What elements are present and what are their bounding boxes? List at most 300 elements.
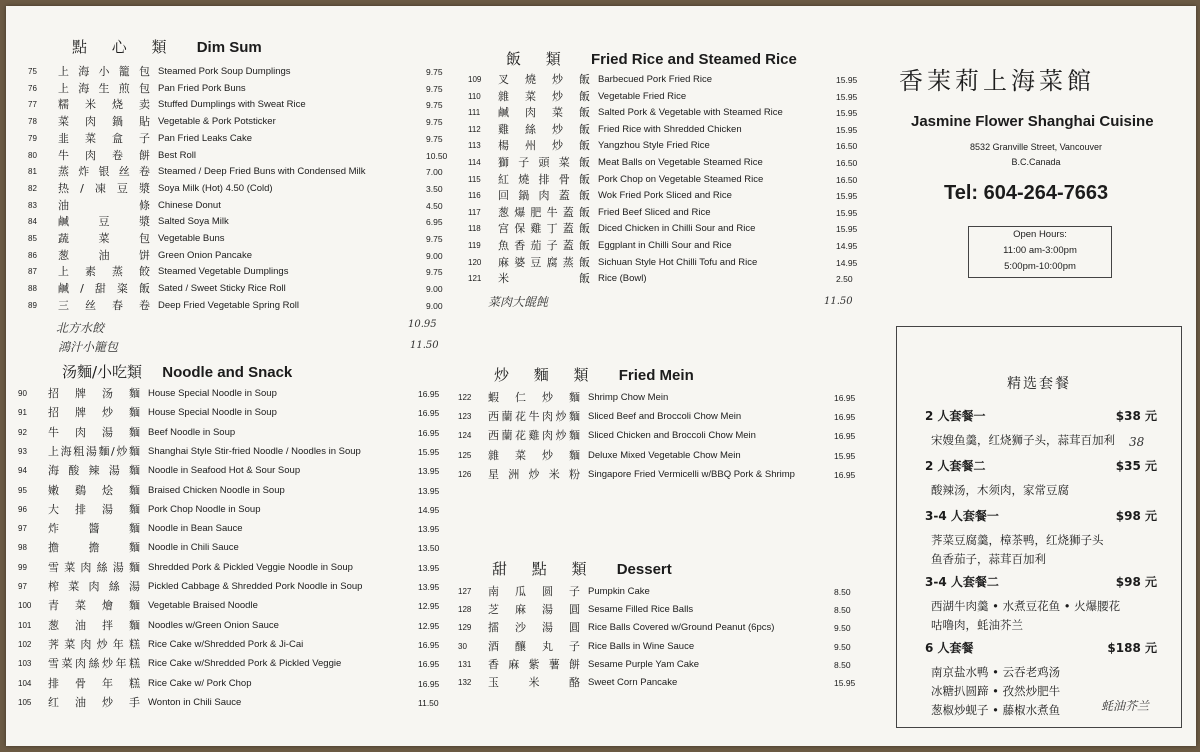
menu-item-name-en: Steamed Pork Soup Dumplings xyxy=(158,66,291,77)
menu-item-name-zh: 鹹肉菜飯 xyxy=(498,106,590,120)
menu-item-name-zh: 葱油拌麵 xyxy=(48,618,140,632)
menu-item xyxy=(468,271,878,287)
menu-item xyxy=(468,72,878,88)
menu-item-price: 9.75 xyxy=(426,117,443,128)
menu-item xyxy=(458,390,868,406)
set-meal-description: 西湖牛肉羹 • 水煮豆花鱼 • 火爆腰花 xyxy=(931,599,1121,613)
menu-item-number: 79 xyxy=(28,133,37,143)
menu-item-name-zh: 蝦仁炒麵 xyxy=(488,391,580,404)
menu-item-price: 13.95 xyxy=(418,582,440,592)
menu-item-price: 16.95 xyxy=(418,678,440,689)
menu-item-name-zh: 热/凍豆漿 xyxy=(58,181,150,195)
menu-item-price: 9.00 xyxy=(426,284,443,295)
menu-item-name-en: Pork Chop Noodle in Soup xyxy=(148,503,261,515)
menu-item-name-zh: 韭菜盒子 xyxy=(58,131,150,145)
set-meal-description: 咕噜肉，蚝油芥兰 xyxy=(931,618,1023,632)
set-meal-name: 3-4 人套餐二 xyxy=(925,575,999,589)
open-hours-box xyxy=(968,226,1112,278)
menu-item-name-en: Beef Noodle in Soup xyxy=(148,426,236,438)
menu-item-number: 81 xyxy=(28,167,37,177)
menu-item xyxy=(458,620,868,636)
menu-item xyxy=(468,122,878,138)
menu-item-price: 9.00 xyxy=(426,250,443,261)
menu-item-name-zh: 葱爆肥牛蓋飯 xyxy=(498,205,590,219)
set-meal-price: $98 元 xyxy=(1115,575,1157,589)
menu-item-name-zh: 雪菜肉絲湯麵 xyxy=(48,560,140,574)
menu-item-name-zh: 招牌汤麵 xyxy=(48,387,140,400)
menu-item-name-en: Rice Cake w/Shredded Pork & Ji-Cai xyxy=(148,638,304,650)
handwritten-price: 11.50 xyxy=(410,340,439,351)
set-meal-name: 6 人套餐 xyxy=(925,641,974,655)
menu-item xyxy=(18,637,458,653)
set-meal-name: 2 人套餐一 xyxy=(925,409,986,423)
menu-item-number: 125 xyxy=(458,450,472,460)
menu-item-name-en: Pickled Cabbage & Shredded Pork Noodle in Soup xyxy=(148,581,363,592)
menu-item-price: 14.95 xyxy=(418,504,440,515)
set-meal-description: 南京盐水鸭 • 云吞老鸡汤 xyxy=(931,665,1061,679)
menu-item-number: 80 xyxy=(28,150,37,160)
menu-item-name-en: Shanghai Style Stir-fried Noodle / Noodles in Soup xyxy=(148,445,361,457)
menu-item-price: 16.95 xyxy=(834,431,856,442)
menu-item-price: 9.50 xyxy=(834,623,851,634)
menu-item xyxy=(28,248,458,264)
menu-item-number: 30 xyxy=(458,641,467,651)
menu-item-name-zh: 鹹/甜粢飯 xyxy=(58,282,150,296)
menu-item-price: 12.95 xyxy=(418,601,440,612)
menu-item-price: 16.95 xyxy=(418,659,440,670)
menu-item-name-zh: 雜菜炒麵 xyxy=(488,448,580,462)
menu-item-price: 9.00 xyxy=(426,300,443,311)
menu-item-name-zh: 葱油饼 xyxy=(58,248,150,262)
menu-item-price: 15.95 xyxy=(836,108,858,119)
menu-item-price: 12.95 xyxy=(418,620,440,631)
menu-item-name-en: Shrimp Chow Mein xyxy=(588,392,669,403)
menu-item-number: 78 xyxy=(28,117,37,127)
menu-item-name-en: Sesame Filled Rice Balls xyxy=(588,604,694,616)
menu-item-name-en: Sliced Beef and Broccoli Chow Mein xyxy=(588,411,742,423)
menu-item-number: 109 xyxy=(468,75,482,84)
menu-item xyxy=(28,298,458,314)
menu-item-price: 3.50 xyxy=(426,183,443,194)
menu-item-name-en: Rice Cake w/Shredded Pork & Pickled Veggie xyxy=(148,658,342,670)
menu-item-price: 7.00 xyxy=(426,167,443,178)
menu-item-name-en: Rice (Bowl) xyxy=(598,273,647,285)
menu-item-name-en: House Special Noodle in Soup xyxy=(148,388,277,399)
menu-item xyxy=(458,675,868,691)
set-meals-box xyxy=(896,326,1182,728)
menu-item-name-en: Sesame Purple Yam Cake xyxy=(588,658,700,670)
menu-item-name-zh: 上海生煎包 xyxy=(58,81,150,95)
menu-item-name-zh: 红油炒手 xyxy=(48,695,140,709)
menu-item-number: 82 xyxy=(28,183,37,193)
fried-rice-title xyxy=(506,48,797,69)
menu-item-name-en: Noodle in Seafood Hot & Sour Soup xyxy=(148,465,301,477)
menu-item xyxy=(468,105,878,121)
menu-item-number: 104 xyxy=(18,678,32,688)
menu-item-name-en: Chinese Donut xyxy=(158,199,221,211)
menu-item-name-en: Pan Fried Pork Buns xyxy=(158,82,246,94)
menu-item-price: 9.75 xyxy=(426,267,443,278)
menu-item xyxy=(28,81,458,97)
dessert-title-en: Dessert xyxy=(616,561,672,578)
menu-item-name-zh: 芝麻湯圓 xyxy=(488,603,580,617)
menu-item-price: 6.95 xyxy=(426,217,443,228)
menu-item-name-zh: 西蘭花雞肉炒麵 xyxy=(488,429,580,443)
menu-item-name-zh: 星洲炒米粉 xyxy=(488,467,580,481)
menu-item-number: 124 xyxy=(458,431,472,441)
menu-item-name-zh: 海酸辣湯麵 xyxy=(48,464,140,478)
menu-item-price: 10.50 xyxy=(426,150,448,161)
menu-item-name-zh: 南瓜圆子 xyxy=(488,585,580,598)
menu-item-price: 15.95 xyxy=(836,91,858,102)
menu-item-name-en: Barbecued Pork Fried Rice xyxy=(598,74,713,85)
menu-item-name-zh: 宫保雞丁蓋飯 xyxy=(498,222,590,236)
menu-item-price: 16.95 xyxy=(834,393,856,403)
menu-item xyxy=(28,214,458,230)
menu-item-name-en: Sated / Sweet Sticky Rice Roll xyxy=(158,283,286,295)
menu-item xyxy=(28,281,458,297)
menu-item-price: 8.50 xyxy=(834,659,851,670)
menu-item-name-en: Yangzhou Style Fried Rice xyxy=(598,140,710,152)
menu-item-number: 89 xyxy=(28,300,37,310)
menu-item-name-en: Green Onion Pancake xyxy=(158,249,253,261)
menu-item xyxy=(28,97,458,113)
menu-item-name-en: Fried Beef Sliced and Rice xyxy=(598,206,711,218)
menu-item-name-en: Best Roll xyxy=(158,149,197,161)
menu-item-price: 9.75 xyxy=(426,67,443,77)
menu-item-price: 15.95 xyxy=(836,207,858,218)
menu-item-number: 97 xyxy=(18,524,27,534)
set-meal-price: $38 元 xyxy=(1115,409,1157,423)
menu-item-number: 99 xyxy=(18,562,27,572)
menu-item xyxy=(28,114,458,130)
menu-item-price: 16.50 xyxy=(836,174,858,185)
address-line-2: B.C.Canada xyxy=(1011,157,1061,167)
menu-item xyxy=(28,231,458,247)
menu-item xyxy=(458,639,868,655)
telephone: Tel: 604-264-7663 xyxy=(944,182,1109,204)
menu-item-name-en: Rice Balls in Wine Sauce xyxy=(588,640,695,652)
menu-item-name-en: Wok Fried Pork Sliced and Rice xyxy=(598,190,732,202)
noodle-title xyxy=(62,361,292,382)
menu-item-name-zh: 擔擔麵 xyxy=(48,541,140,555)
menu-item-number: 86 xyxy=(28,250,37,260)
menu-item-price: 15.95 xyxy=(836,191,858,202)
menu-item xyxy=(468,89,878,105)
menu-item-name-en: Noodle in Bean Sauce xyxy=(148,523,243,535)
menu-item xyxy=(468,172,878,188)
menu-item-name-en: Vegetable Fried Rice xyxy=(598,90,687,102)
menu-item xyxy=(18,463,458,479)
menu-item-number: 105 xyxy=(18,697,32,707)
handwritten-price: 10.95 xyxy=(408,319,437,330)
menu-item xyxy=(18,560,458,576)
menu-item-name-en: Vegetable Buns xyxy=(158,233,225,244)
menu-item-name-en: Sichuan Style Hot Chilli Tofu and Rice xyxy=(598,256,758,268)
menu-item xyxy=(18,444,458,460)
menu-item-name-en: Diced Chicken in Chilli Sour and Rice xyxy=(598,223,756,235)
set-meal-description: 荠菜豆腐羹，樟茶鸭，红烧狮子头 xyxy=(931,533,1104,547)
menu-item-name-en: Meat Balls on Vegetable Steamed Rice xyxy=(598,157,763,168)
menu-item-price: 15.95 xyxy=(834,450,856,461)
menu-item xyxy=(468,238,878,254)
menu-item-name-en: Noodle in Chili Sauce xyxy=(148,542,239,554)
menu-item-name-zh: 鹹豆漿 xyxy=(58,215,150,229)
menu-item-price: 9.75 xyxy=(426,133,443,144)
set-meal-name: 2 人套餐二 xyxy=(925,459,986,473)
menu-item-name-en: Soya Milk (Hot) 4.50 (Cold) xyxy=(158,182,273,194)
menu-item-name-en: Deep Fried Vegetable Spring Roll xyxy=(158,299,300,311)
menu-item xyxy=(458,467,868,483)
dim-sum-title-zh: 點 心 類 xyxy=(72,38,177,56)
menu-item-name-en: Fried Rice with Shredded Chicken xyxy=(598,123,742,135)
set-meal-description: 鱼香茄子，蒜茸百加利 xyxy=(931,552,1046,566)
menu-item-name-zh: 招牌炒麵 xyxy=(48,406,140,420)
menu-item-number: 85 xyxy=(28,234,37,243)
menu-item-name-zh: 上海小籠包 xyxy=(58,65,150,78)
menu-item xyxy=(18,656,458,672)
menu-item-name-zh: 菜肉鍋貼 xyxy=(58,115,150,129)
menu-item-number: 129 xyxy=(458,623,472,633)
menu-item-number: 132 xyxy=(458,678,472,687)
noodle-title-zh: 汤麵/小吃類 xyxy=(62,363,143,381)
menu-item-number: 131 xyxy=(458,659,472,669)
menu-item-name-en: Shredded Pork & Pickled Veggie Noodle in Soup xyxy=(148,561,353,573)
menu-item-number: 111 xyxy=(468,108,481,118)
handwritten-note: 鴻汁小籠包 xyxy=(58,340,119,354)
menu-item-price: 15.95 xyxy=(418,446,440,457)
menu-item-price: 4.50 xyxy=(426,200,443,211)
menu-item-number: 93 xyxy=(18,446,27,456)
menu-item-price: 9.75 xyxy=(426,100,443,111)
menu-item-price: 13.95 xyxy=(418,524,440,535)
menu-item-price: 15.95 xyxy=(836,124,858,135)
menu-item-name-zh: 上素蒸餃 xyxy=(58,265,150,279)
menu-item-name-en: Steamed Vegetable Dumplings xyxy=(158,266,289,278)
menu-item-name-en: Pork Chop on Vegetable Steamed Rice xyxy=(598,173,764,185)
menu-item xyxy=(28,131,458,147)
menu-item-name-en: Sweet Corn Pancake xyxy=(588,677,678,688)
menu-item xyxy=(28,148,458,164)
menu-item-number: 122 xyxy=(458,393,472,402)
menu-item xyxy=(458,657,868,673)
menu-item-number: 127 xyxy=(458,587,472,596)
menu-item-name-en: House Special Noodle in Soup xyxy=(148,407,277,419)
handwritten-note: 北方水餃 xyxy=(56,321,105,335)
dim-sum-title-en: Dim Sum xyxy=(196,39,262,56)
menu-item xyxy=(28,164,458,180)
fried-mein-title-zh: 炒 麵 類 xyxy=(494,366,599,384)
menu-item-price: 9.75 xyxy=(426,83,443,94)
menu-item-name-zh: 擂沙湯圓 xyxy=(488,621,580,635)
set-meals-title: 精选套餐 xyxy=(1007,376,1071,392)
menu-item-name-zh: 大排湯麵 xyxy=(48,502,140,516)
menu-item-number: 118 xyxy=(468,224,481,234)
set-meal-description: 葱椒炒蚬子 • 藤椒水煮鱼 xyxy=(931,703,1061,717)
menu-item-price: 13.95 xyxy=(418,485,440,496)
menu-item-number: 83 xyxy=(28,200,37,210)
menu-item xyxy=(458,409,868,425)
menu-item xyxy=(28,264,458,280)
menu-item xyxy=(458,448,868,464)
menu-item-name-en: Pan Fried Leaks Cake xyxy=(158,132,252,144)
set-meal-price: $98 元 xyxy=(1115,509,1157,523)
menu-item-name-zh: 油條 xyxy=(58,198,150,212)
menu-item-number: 113 xyxy=(468,141,481,151)
menu-item-number: 88 xyxy=(28,284,37,294)
set-meal-description: 宋嫂鱼羹，红烧狮子头，蒜茸百加利 xyxy=(931,433,1115,447)
dessert-title xyxy=(492,558,672,579)
menu-item xyxy=(18,695,458,711)
menu-item-name-zh: 炸醬麵 xyxy=(48,522,140,536)
menu-item-name-zh: 麻婆豆腐蒸飯 xyxy=(498,255,590,269)
menu-item-name-zh: 紅燒排骨飯 xyxy=(498,172,590,186)
menu-item xyxy=(28,64,458,80)
set-meal-description: 酸辣汤，木须肉，家常豆腐 xyxy=(931,483,1069,497)
menu-item-name-zh: 楊州炒飯 xyxy=(498,139,590,153)
menu-item-name-en: Rice Balls Covered w/Ground Peanut (6pcs) xyxy=(588,622,775,634)
menu-item-name-zh: 糯米烧卖 xyxy=(58,98,150,112)
menu-item-number: 117 xyxy=(468,207,481,217)
menu-item-number: 119 xyxy=(468,241,481,250)
menu-item xyxy=(18,618,458,634)
menu-item xyxy=(458,428,868,444)
menu-item xyxy=(458,602,868,618)
menu-item-name-zh: 魚香茄子蓋飯 xyxy=(498,239,590,252)
menu-item-number: 100 xyxy=(18,601,32,611)
menu-item-name-en: Rice Cake w/ Pork Chop xyxy=(148,677,252,689)
menu-item-price: 13.50 xyxy=(418,543,440,554)
menu-item-name-zh: 雪菜肉絲炒年糕 xyxy=(48,657,140,671)
menu-item-name-en: Braised Chicken Noodle in Soup xyxy=(148,484,285,496)
menu-item-name-en: Vegetable & Pork Potsticker xyxy=(158,116,276,128)
set-meal-name: 3-4 人套餐一 xyxy=(925,509,999,523)
menu-item xyxy=(18,579,458,595)
set-meal-description: 冰糖扒圆蹄 • 孜然炒肥牛 xyxy=(931,684,1061,698)
menu-item-name-zh: 酒釀丸子 xyxy=(488,639,580,653)
menu-item-name-zh: 蔬菜包 xyxy=(58,232,150,245)
menu-item-number: 110 xyxy=(468,91,481,101)
menu-item-name-en: Steamed / Deep Fried Buns with Condensed Milk xyxy=(158,166,366,178)
menu-item-price: 13.95 xyxy=(418,562,440,573)
menu-item xyxy=(18,425,458,441)
restaurant-name-en: Jasmine Flower Shanghai Cuisine xyxy=(911,113,1154,130)
handwritten-price-correction: 38 xyxy=(1129,435,1145,449)
menu-item-name-zh: 荠菜肉炒年糕 xyxy=(48,637,140,651)
menu-item-number: 76 xyxy=(28,83,37,93)
menu-item-price: 16.95 xyxy=(834,469,856,480)
menu-item-number: 98 xyxy=(18,543,27,553)
menu-item-price: 8.50 xyxy=(834,587,851,597)
menu-item-price: 9.50 xyxy=(834,641,851,652)
menu-item-name-en: Eggplant in Chilli Sour and Rice xyxy=(598,240,732,251)
fried-mein-title xyxy=(494,364,694,385)
menu-item-name-en: Wonton in Chili Sauce xyxy=(148,696,242,708)
menu-item xyxy=(18,483,458,499)
menu-item-price: 16.95 xyxy=(418,427,440,438)
menu-item-number: 92 xyxy=(18,427,27,437)
set-meal-price: $188 元 xyxy=(1107,641,1157,655)
handwritten-note: 蚝油芥兰 xyxy=(1101,699,1150,713)
menu-item-number: 120 xyxy=(468,257,482,267)
menu-item xyxy=(468,155,878,171)
menu-item-name-zh: 蒸炸银丝卷 xyxy=(58,165,150,179)
menu-item xyxy=(28,181,458,197)
menu-item-price: 16.95 xyxy=(834,412,856,423)
menu-item-price: 14.95 xyxy=(836,257,858,268)
menu-item-number: 112 xyxy=(468,124,481,134)
menu-item xyxy=(18,386,458,402)
menu-item-name-zh: 香麻紫薯餅 xyxy=(488,657,580,671)
menu-item-price: 14.95 xyxy=(836,241,858,251)
fried-rice-title-zh: 飯 類 xyxy=(506,50,571,68)
restaurant-name-zh: 香茉莉上海菜館 xyxy=(899,67,1095,95)
menu-item-name-zh: 雜菜炒飯 xyxy=(498,89,590,103)
menu-item-number: 96 xyxy=(18,504,27,514)
menu-item xyxy=(18,540,458,556)
menu-item xyxy=(468,188,878,204)
menu-item-price: 16.95 xyxy=(418,389,440,399)
menu-item-name-zh: 米飯 xyxy=(498,272,590,286)
menu-item-name-zh: 牛肉卷餅 xyxy=(58,148,150,162)
menu-item xyxy=(18,521,458,537)
menu-item-number: 102 xyxy=(18,639,32,649)
fried-mein-title-en: Fried Mein xyxy=(618,367,694,384)
menu-item xyxy=(18,676,458,692)
menu-item-price: 15.95 xyxy=(834,678,856,688)
menu-item-price: 13.95 xyxy=(418,466,440,477)
menu-item-number: 114 xyxy=(468,158,481,167)
menu-item-name-zh: 回鍋肉蓋飯 xyxy=(498,189,590,203)
handwritten-note: 菜肉大餛飩 xyxy=(488,295,549,309)
open-hours-lunch: 11:00 am-3:00pm xyxy=(1003,245,1077,256)
menu-sheet xyxy=(6,6,1196,746)
menu-item xyxy=(468,205,878,221)
menu-item-name-zh: 青菜燴麵 xyxy=(48,599,140,613)
menu-item-price: 15.95 xyxy=(836,75,858,85)
menu-item xyxy=(458,584,868,600)
menu-item-name-en: Vegetable Braised Noodle xyxy=(148,600,258,612)
menu-item-name-en: Stuffed Dumplings with Sweat Rice xyxy=(158,99,306,111)
menu-item xyxy=(468,221,878,237)
menu-item-number: 90 xyxy=(18,389,27,398)
menu-item-name-zh: 三丝春卷 xyxy=(58,298,150,312)
menu-item-name-zh: 玉米酪 xyxy=(488,676,580,689)
menu-item-number: 126 xyxy=(458,469,472,479)
menu-item-number: 97 xyxy=(18,582,27,591)
menu-item-name-zh: 榨菜肉絲湯 xyxy=(48,580,140,593)
menu-item-name-en: Noodles w/Green Onion Sauce xyxy=(148,619,279,631)
menu-item-name-zh: 叉燒炒飯 xyxy=(498,73,590,86)
menu-item-number: 101 xyxy=(18,620,32,630)
menu-item-price: 16.95 xyxy=(418,639,440,650)
menu-item-price: 11.50 xyxy=(418,697,439,708)
menu-item-number: 116 xyxy=(468,191,481,201)
menu-item-number: 103 xyxy=(18,659,32,669)
menu-item-number: 84 xyxy=(28,217,37,227)
menu-item-name-en: Sliced Chicken and Broccoli Chow Mein xyxy=(588,430,756,442)
menu-item-name-zh: 上海粗湯麵/炒麵 xyxy=(48,444,140,458)
menu-item-name-zh: 西蘭花牛肉炒麵 xyxy=(488,410,580,424)
menu-item-price: 8.50 xyxy=(834,605,851,616)
menu-item-number: 128 xyxy=(458,605,472,615)
menu-item xyxy=(18,405,458,421)
menu-item-number: 75 xyxy=(28,67,37,76)
menu-item-number: 94 xyxy=(18,466,27,476)
menu-item-name-en: Salted Soya Milk xyxy=(158,216,229,228)
address-line-1: 8532 Granville Street, Vancouver xyxy=(970,142,1102,152)
noodle-title-en: Noodle and Snack xyxy=(162,364,293,381)
